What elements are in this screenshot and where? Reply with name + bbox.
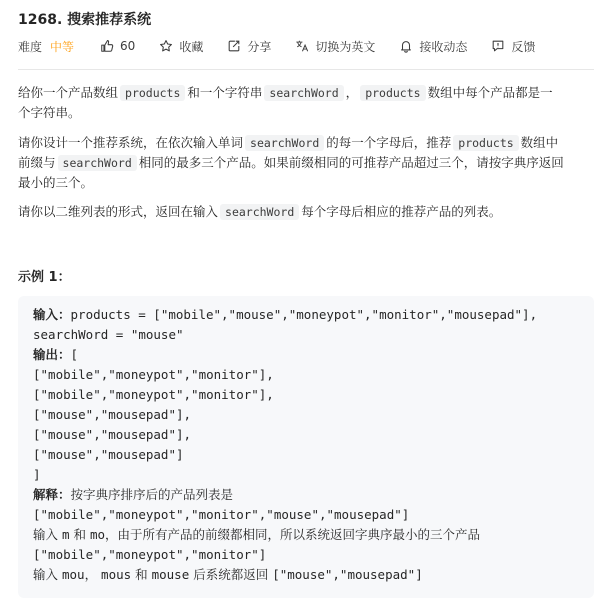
code-line	[33, 305, 594, 325]
inline-code: searchWord	[220, 204, 299, 220]
problem-title: 1268. 搜索推荐系统	[18, 12, 152, 28]
subscribe-button[interactable]	[399, 38, 467, 55]
description-paragraph-2	[18, 133, 594, 193]
desc-text: 和一个字符串	[187, 85, 263, 100]
desc-text: 前缀与	[18, 155, 56, 170]
explain-text: 和	[69, 527, 90, 542]
switch-language-button[interactable]	[295, 38, 375, 55]
favorite-button[interactable]	[159, 38, 203, 55]
output-row: ["mouse","mousepad"]	[33, 447, 184, 462]
explain-code: mou	[61, 567, 85, 582]
explain-text: 后系统都返回	[189, 567, 273, 582]
difficulty-label: 难度	[18, 39, 43, 54]
output-row: ["mouse","mousepad"],	[33, 407, 192, 422]
output-label: 输出：	[33, 347, 71, 362]
problem-meta-bar	[18, 37, 559, 55]
output-row: ["mobile","moneypot","monitor"],	[33, 387, 274, 402]
explain-text: 输入	[33, 567, 62, 582]
explain-text: 按字典序排序后的产品列表是	[70, 487, 234, 502]
desc-text: 每个字母后相应的推荐产品的列表。	[301, 204, 502, 219]
star-icon	[159, 39, 173, 53]
code-line	[33, 525, 594, 545]
output-open: [	[70, 347, 79, 362]
share-button[interactable]	[227, 38, 271, 55]
favorite-label: 收藏	[179, 39, 204, 54]
switch-language-label: 切换为英文	[315, 39, 376, 54]
example-code-block	[18, 296, 594, 598]
bell-icon	[399, 39, 413, 53]
code-line: ["mobile","moneypot","monitor"]	[33, 547, 267, 562]
explain-code: mous	[101, 567, 132, 582]
code-line: ["mobile","moneypot","monitor","mouse","mousepad"]	[33, 507, 410, 522]
difficulty-value: 中等	[50, 39, 75, 54]
example-title: 示例 1：	[18, 270, 71, 285]
inline-code: products	[120, 85, 185, 101]
description-paragraph-3	[18, 202, 594, 222]
explain-text: 输入	[33, 527, 62, 542]
desc-text: 的每一个字母后，推荐	[326, 135, 452, 150]
inline-code: searchWord	[245, 135, 324, 151]
inline-code: products	[360, 85, 425, 101]
translate-icon	[295, 39, 309, 53]
share-label: 分享	[247, 39, 272, 54]
explain-text: ，	[84, 567, 102, 582]
thumbs-up-icon	[100, 39, 114, 53]
explain-code: mouse	[151, 567, 190, 582]
inline-code: products	[453, 135, 518, 151]
inline-code: searchWord	[58, 155, 137, 171]
feedback-icon	[491, 39, 505, 53]
input-label: 输入：	[33, 307, 71, 322]
desc-text: 请你以二维列表的形式，返回在输入	[18, 204, 219, 219]
inline-code: searchWord	[264, 85, 343, 101]
desc-text: 给你一个产品数组	[18, 85, 119, 100]
code-line	[33, 485, 594, 505]
desc-text: 数组中	[520, 135, 559, 150]
desc-text: 最小的三个。	[18, 175, 94, 190]
like-button[interactable]	[100, 39, 135, 53]
output-row: ["mouse","mousepad"],	[33, 427, 192, 442]
code-line	[33, 565, 594, 585]
desc-text: ，	[345, 85, 359, 100]
feedback-button[interactable]	[491, 38, 535, 55]
code-line	[33, 345, 594, 365]
desc-text: 相同的最多三个产品。如果前缀相同的可推荐产品超过三个，请按字典序返回	[138, 155, 564, 170]
explain-label: 解释：	[33, 487, 71, 502]
input-line-1: products = ["mobile","mouse","moneypot","monitor","mousepad"],	[70, 307, 538, 322]
code-line: searchWord = "mouse"	[33, 327, 184, 342]
explain-code: ["mouse","mousepad"]	[272, 567, 423, 582]
output-row: ["mobile","moneypot","monitor"],	[33, 367, 274, 382]
explain-text: 和	[131, 567, 152, 582]
desc-text: 数组中每个产品都是一	[427, 85, 553, 100]
share-icon	[227, 39, 241, 53]
explain-text: ，由于所有产品的前缀都相同，所以系统返回字典序最小的三个产品	[105, 527, 481, 542]
explain-code: m	[61, 527, 70, 542]
output-close: ]	[33, 467, 41, 482]
header-divider	[18, 69, 594, 70]
like-count: 60	[120, 39, 136, 53]
desc-text: 请你设计一个推荐系统，在依次输入单词	[18, 135, 244, 150]
subscribe-label: 接收动态	[419, 39, 468, 54]
description-paragraph-1	[18, 83, 594, 123]
desc-text: 个字符串。	[18, 105, 81, 120]
feedback-label: 反馈	[511, 39, 536, 54]
explain-code: mo	[89, 527, 106, 542]
